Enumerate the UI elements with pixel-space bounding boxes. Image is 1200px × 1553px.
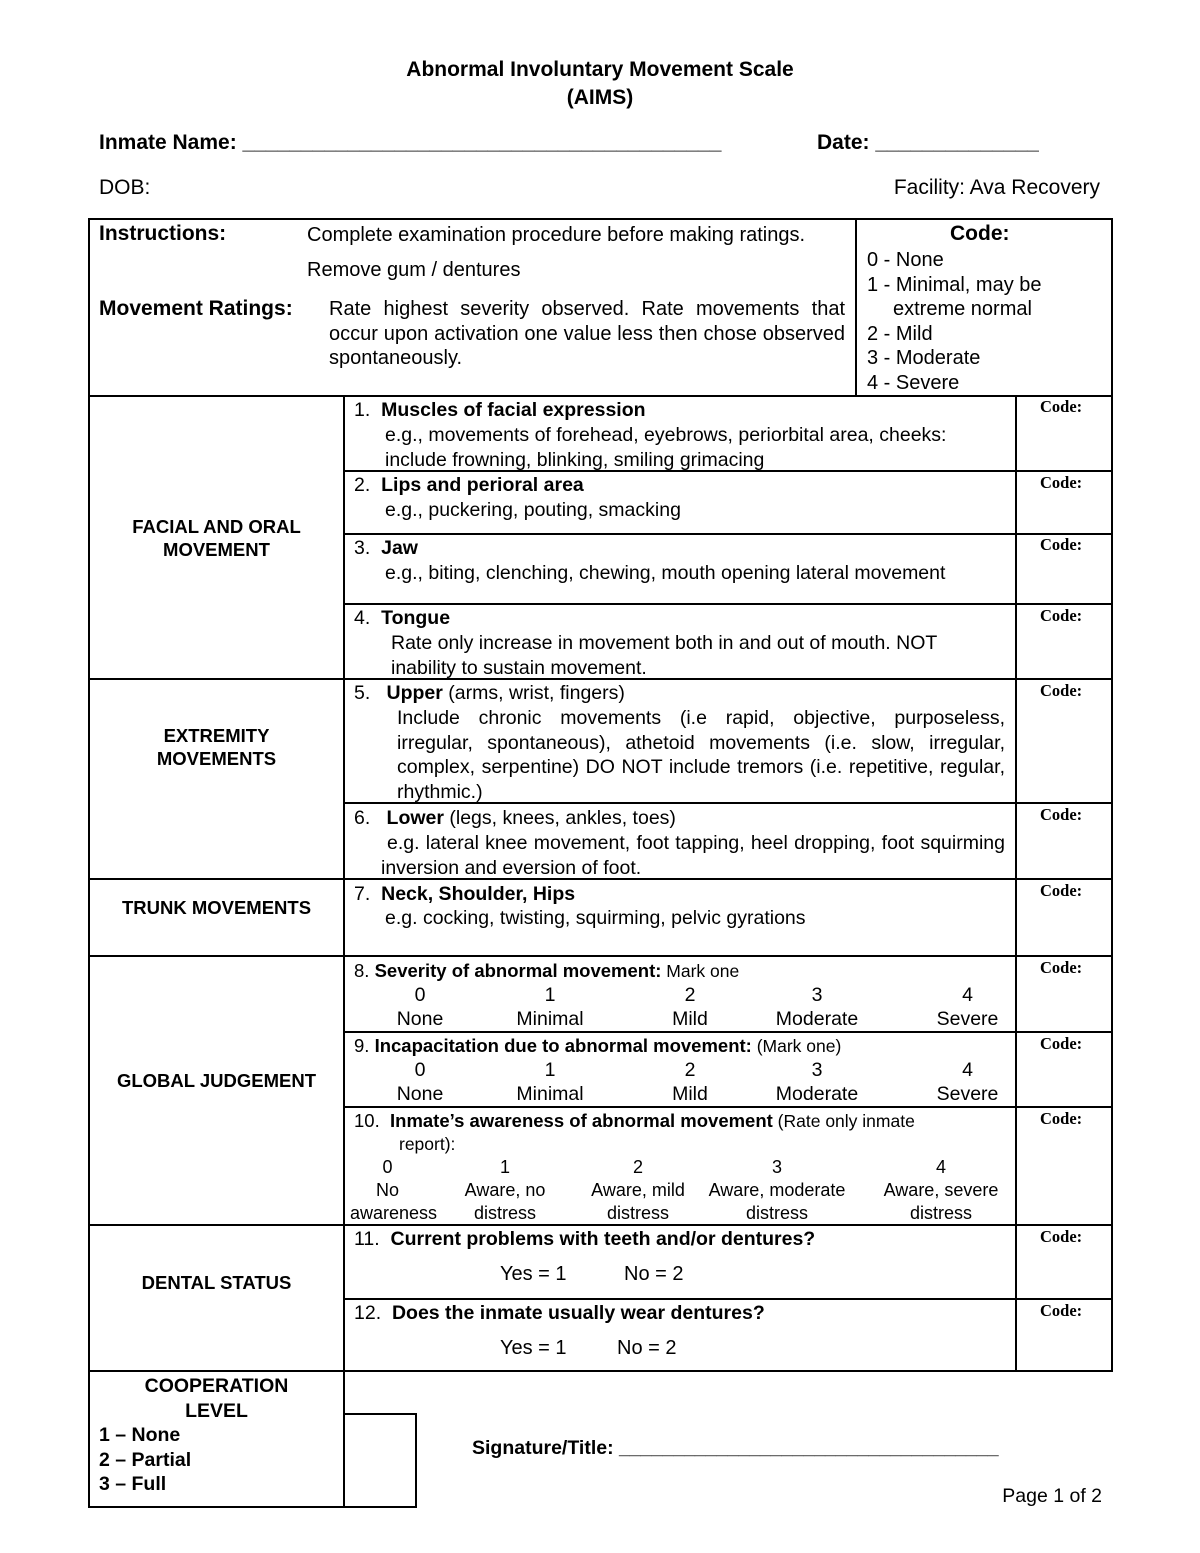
code-legend-2: 2 - Mild — [867, 323, 933, 345]
section-dental: DENTAL STATUS — [141, 1272, 292, 1293]
code-field-5[interactable]: Code: — [1040, 681, 1083, 700]
code-field-6[interactable]: Code: — [1040, 805, 1083, 824]
item-11-heading: 11. Current problems with teeth and/or dentures? — [354, 1228, 816, 1250]
cooperation-option-1: 1 – None — [99, 1424, 181, 1446]
item-7-desc: e.g. cocking, twisting, squirming, pelvic gyrations — [385, 907, 806, 929]
movement-ratings-label: Movement Ratings: — [99, 297, 293, 320]
q9-option-4[interactable]: 4 Severe — [936, 1059, 999, 1105]
cooperation-option-2: 2 – Partial — [99, 1448, 192, 1471]
q12-yes-option[interactable]: Yes = 1 — [500, 1337, 567, 1359]
code-field-7[interactable]: Code: — [1040, 881, 1083, 900]
dob-label: DOB: — [99, 176, 151, 199]
item-10-heading: 10. Inmate’s awareness of abnormal movement (Rate only inmate — [354, 1110, 915, 1131]
code-field-10[interactable]: Code: — [1040, 1109, 1083, 1128]
code-legend-1b: extreme normal — [893, 298, 1032, 320]
q8-option-0[interactable]: 0 None — [396, 984, 444, 1030]
code-field-11[interactable]: Code: — [1040, 1227, 1083, 1246]
item-5-heading: 5. Upper (arms, wrist, fingers) — [354, 682, 625, 704]
cooperation-options — [99, 1423, 191, 1497]
q12-no-option[interactable]: No = 2 — [617, 1337, 677, 1359]
item-4-desc: Rate only increase in movement both in and out of mouth. NOT inability to sustain movement. — [391, 632, 937, 679]
section-extremity: EXTREMITY MOVEMENTS — [156, 725, 277, 769]
section-facial: FACIAL AND ORAL MOVEMENT — [132, 516, 301, 560]
cooperation-input-box[interactable] — [345, 1415, 415, 1506]
item-4-heading: 4. Tongue — [354, 607, 451, 629]
date-field[interactable]: Date: ______________ — [817, 131, 1039, 154]
section-divider — [88, 1370, 1113, 1372]
row-divider — [343, 603, 1113, 605]
q8-option-3[interactable]: 3 Moderate — [775, 984, 859, 1030]
cooperation-box-border — [88, 1506, 417, 1508]
code-legend-1: 1 - Minimal, may be — [867, 274, 1042, 296]
movement-ratings-text: Rate highest severity observed. Rate movements that occur upon activation one value less then chose observed spontaneously. — [329, 298, 845, 369]
facility-label: Facility: Ava Recovery — [893, 176, 1100, 199]
code-field-1[interactable]: Code: — [1040, 397, 1083, 416]
code-field-8[interactable]: Code: — [1040, 958, 1083, 977]
item-1-desc: e.g., movements of forehead, eyebrows, periorbital area, cheeks: include frowning, blinking, smiling grimacing — [385, 424, 947, 471]
row-divider — [343, 1298, 1113, 1300]
row-divider — [343, 1106, 1113, 1108]
code-legend-0: 0 - None — [867, 249, 944, 271]
instructions-line1: Complete examination procedure before making ratings. — [307, 224, 806, 246]
cooperation-option-3: 3 – Full — [99, 1473, 167, 1495]
row-divider — [343, 1031, 1113, 1033]
q10-option-3[interactable]: 3 Aware, moderate distress — [708, 1157, 846, 1223]
inmate-name-field[interactable]: Inmate Name: _________________________________________ — [99, 131, 722, 154]
code-legend-3: 3 - Moderate — [867, 347, 981, 369]
item-9-heading: 9. Incapacitation due to abnormal movement: (Mark one) — [354, 1035, 842, 1056]
item-5-desc: Include chronic movements (i.e rapid, objective, purposeless, irregular, spontaneous), athetoid movements (i.e. slow, irregular, complex, serpentine) DO NOT include tremors (i.e. repetitive, regular, rhythmic.) — [397, 707, 1005, 803]
row-divider — [343, 533, 1113, 535]
code-field-2[interactable]: Code: — [1040, 473, 1083, 492]
q10-option-0[interactable]: 0 No awareness — [350, 1157, 438, 1223]
cooperation-box-border — [415, 1413, 417, 1508]
section-global: GLOBAL JUDGEMENT — [116, 1070, 317, 1091]
form-subtitle: (AIMS) — [566, 86, 634, 109]
cooperation-title: COOPERATION LEVEL — [144, 1375, 289, 1422]
q9-option-3[interactable]: 3 Moderate — [775, 1059, 859, 1105]
item-8-heading: 8. Severity of abnormal movement: Mark one — [354, 960, 740, 981]
page-number: Page 1 of 2 — [1002, 1485, 1102, 1507]
form-title: Abnormal Involuntary Movement Scale — [406, 58, 794, 81]
code-field-3[interactable]: Code: — [1040, 535, 1083, 554]
instructions-label: Instructions: — [99, 222, 227, 245]
table-border — [855, 218, 857, 396]
q8-option-1[interactable]: 1 Minimal — [516, 984, 584, 1030]
q9-option-1[interactable]: 1 Minimal — [516, 1059, 584, 1105]
code-legend-4: 4 - Severe — [867, 372, 960, 394]
section-divider — [88, 955, 1113, 957]
section-trunk: TRUNK MOVEMENTS — [121, 897, 312, 918]
item-12-heading: 12. Does the inmate usually wear dentures? — [354, 1302, 765, 1324]
instructions-line2: Remove gum / dentures — [307, 259, 521, 281]
item-1-heading: 1. Muscles of facial expression — [354, 399, 646, 421]
item-3-heading: 3. Jaw — [354, 537, 418, 559]
q9-option-0[interactable]: 0 None — [396, 1059, 444, 1105]
q8-option-4[interactable]: 4 Severe — [936, 984, 999, 1030]
item-6-heading: 6. Lower (legs, knees, ankles, toes) — [354, 807, 676, 829]
q10-option-1[interactable]: 1 Aware, no distress — [464, 1157, 546, 1223]
table-border — [88, 218, 1113, 220]
q11-no-option[interactable]: No = 2 — [624, 1263, 684, 1285]
q8-option-2[interactable]: 2 Mild — [672, 984, 708, 1030]
item-2-desc: e.g., puckering, pouting, smacking — [385, 499, 681, 521]
item-6-desc: e.g. lateral knee movement, foot tapping, heel dropping, foot squirming inversion and eversion of foot. — [381, 832, 1005, 879]
q10-option-2[interactable]: 2 Aware, mild distress — [591, 1157, 685, 1223]
code-field-4[interactable]: Code: — [1040, 606, 1083, 625]
code-legend-title: Code: — [950, 222, 1010, 245]
table-border — [343, 395, 345, 1508]
table-border — [88, 218, 90, 1508]
item-2-heading: 2. Lips and perioral area — [354, 474, 584, 496]
code-field-12[interactable]: Code: — [1040, 1301, 1083, 1320]
item-10-heading-cont: report): — [399, 1134, 456, 1154]
item-7-heading: 7. Neck, Shoulder, Hips — [354, 883, 576, 905]
q10-option-4[interactable]: 4 Aware, severe distress — [883, 1157, 999, 1223]
table-border — [1111, 218, 1113, 1372]
q9-option-2[interactable]: 2 Mild — [672, 1059, 708, 1105]
code-field-9[interactable]: Code: — [1040, 1034, 1083, 1053]
signature-field[interactable]: Signature/Title: ___________________________________ — [472, 1437, 999, 1459]
item-3-desc: e.g., biting, clenching, chewing, mouth opening lateral movement — [385, 562, 946, 584]
q11-yes-option[interactable]: Yes = 1 — [500, 1263, 567, 1285]
